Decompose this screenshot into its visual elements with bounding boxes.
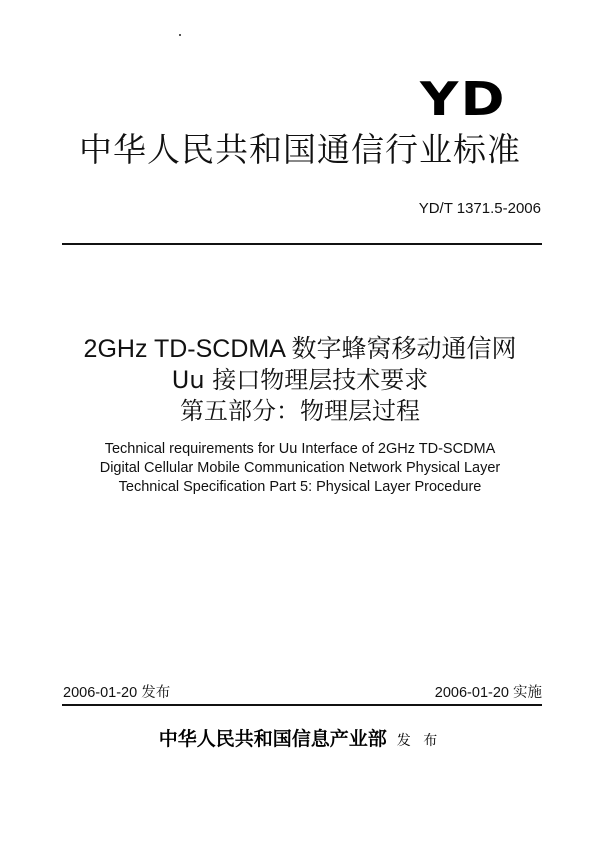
top-divider	[62, 243, 542, 245]
chinese-title-line-2: Uu 接口物理层技术要求	[171, 366, 429, 394]
english-title-line-3: Technical Specification Part 5: Physical Layer Procedure	[118, 479, 482, 495]
chinese-title-line-1: 2GHz TD-SCDMA 数字蜂窝移动通信网	[83, 335, 517, 363]
english-title-line-1: Technical requirements for Uu Interface of 2GHz TD-SCDMA	[104, 441, 496, 457]
standard-organization-title: 中华人民共和国通信行业标准	[79, 130, 521, 169]
bottom-divider	[62, 704, 542, 706]
scan-speck	[179, 34, 181, 36]
issuing-authority	[0, 726, 600, 754]
chinese-title-line-3: 第五部分：物理层过程	[180, 397, 420, 425]
english-title-line-2: Digital Cellular Mobile Communication Network Physical Layer	[99, 460, 501, 476]
issuer-suffix: 发 布	[396, 733, 442, 749]
chinese-title	[0, 334, 600, 427]
yd-logo: YD	[420, 72, 507, 126]
publication-date: 2006-01-20 发布	[63, 685, 171, 701]
implementation-date: 2006-01-20 实施	[434, 685, 542, 701]
english-title	[0, 440, 600, 497]
standard-code: YD/T 1371.5-2006	[418, 200, 541, 217]
issuer-name: 中华人民共和国信息产业部	[158, 728, 387, 750]
